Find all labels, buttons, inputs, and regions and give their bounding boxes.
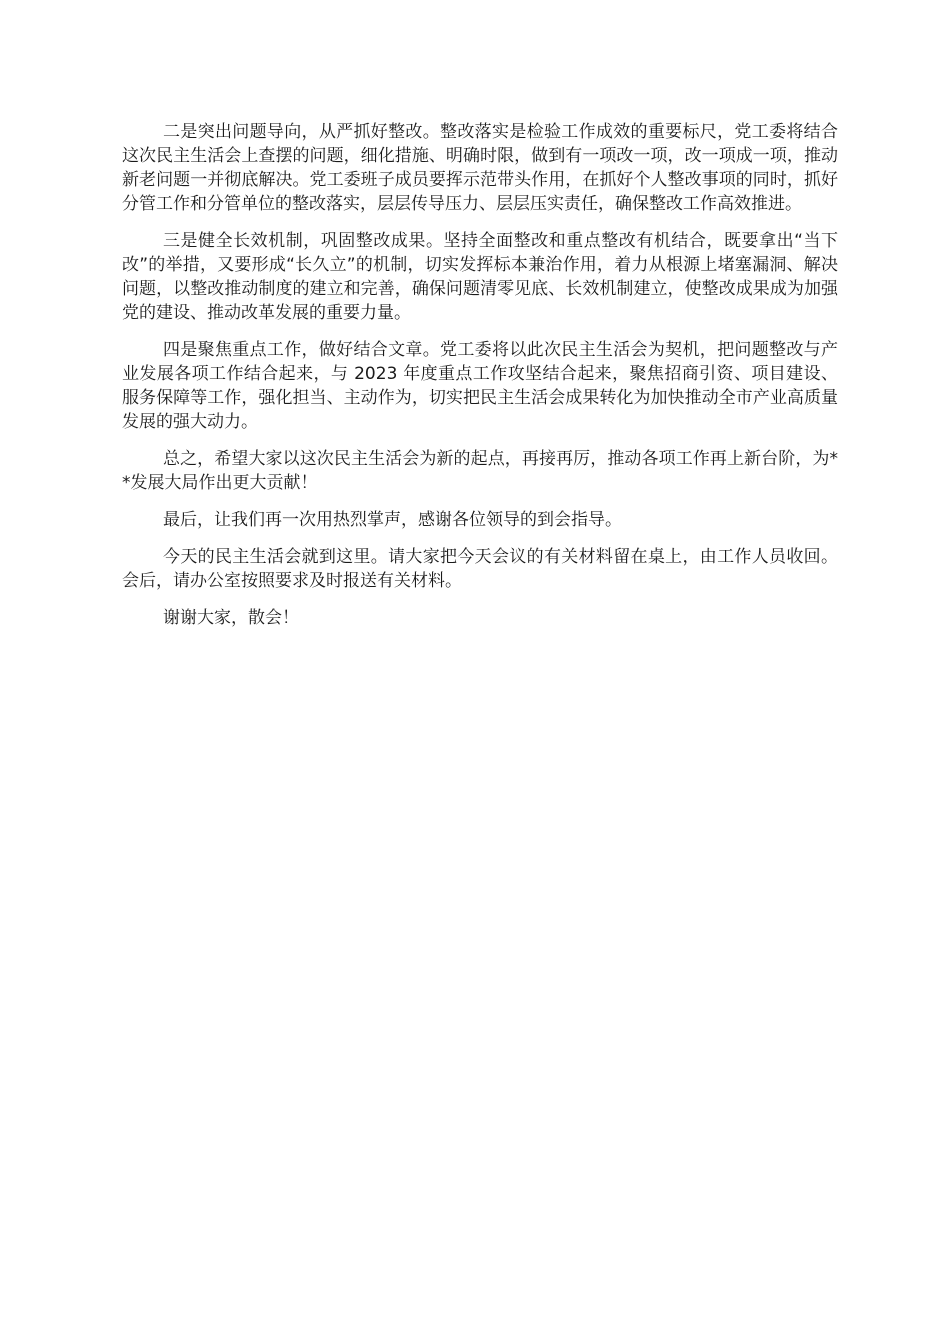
paragraph-key-work: 四是聚焦重点工作，做好结合文章。党工委将以此次民主生活会为契机，把问题整改与产业发展各项工作结合起来，与 2023 年度重点工作攻坚结合起来，聚焦招商引资、项目建设、服务保障等工作，强化担当、主动作为，切实把民主生活会成果转化为加快推动全市产业高质量发展的强大动力。 bbox=[122, 340, 838, 432]
paragraph-summary: 总之，希望大家以这次民主生活会为新的起点，再接再厉，推动各项工作再上新台阶，为**发展大局作出更大贡献！ bbox=[122, 449, 838, 493]
paragraph-rectification: 二是突出问题导向，从严抓好整改。整改落实是检验工作成效的重要标尺，党工委将结合这次民主生活会上查摆的问题，细化措施、明确时限，做到有一项改一项，改一项成一项，推动新老问题一并彻底解决。党工委班子成员要挥示范带头作用，在抓好个人整改事项的同时，抓好分管工作和分管单位的整改落实，层层传导压力、层层压实责任，确保整改工作高效推进。 bbox=[122, 122, 838, 214]
paragraph-adjourn: 谢谢大家，散会！ bbox=[163, 608, 299, 628]
paragraph-closing-instructions: 今天的民主生活会就到这里。请大家把今天会议的有关材料留在桌上，由工作人员收回。会后，请办公室按照要求及时报送有关材料。 bbox=[122, 547, 838, 591]
paragraph-thanks-leaders: 最后，让我们再一次用热烈掌声，感谢各位领导的到会指导。 bbox=[163, 510, 622, 530]
paragraph-long-term-mechanism: 三是健全长效机制，巩固整改成果。坚持全面整改和重点整改有机结合，既要拿出“当下改”的举措，又要形成“长久立”的机制，切实发挥标本兼治作用，着力从根源上堵塞漏洞、解决问题，以整改推动制度的建立和完善，确保问题清零见底、长效机制建立，使整改成果成为加强党的建设、推动改革发展的重要力量。 bbox=[122, 231, 838, 323]
document-body bbox=[122, 120, 838, 643]
